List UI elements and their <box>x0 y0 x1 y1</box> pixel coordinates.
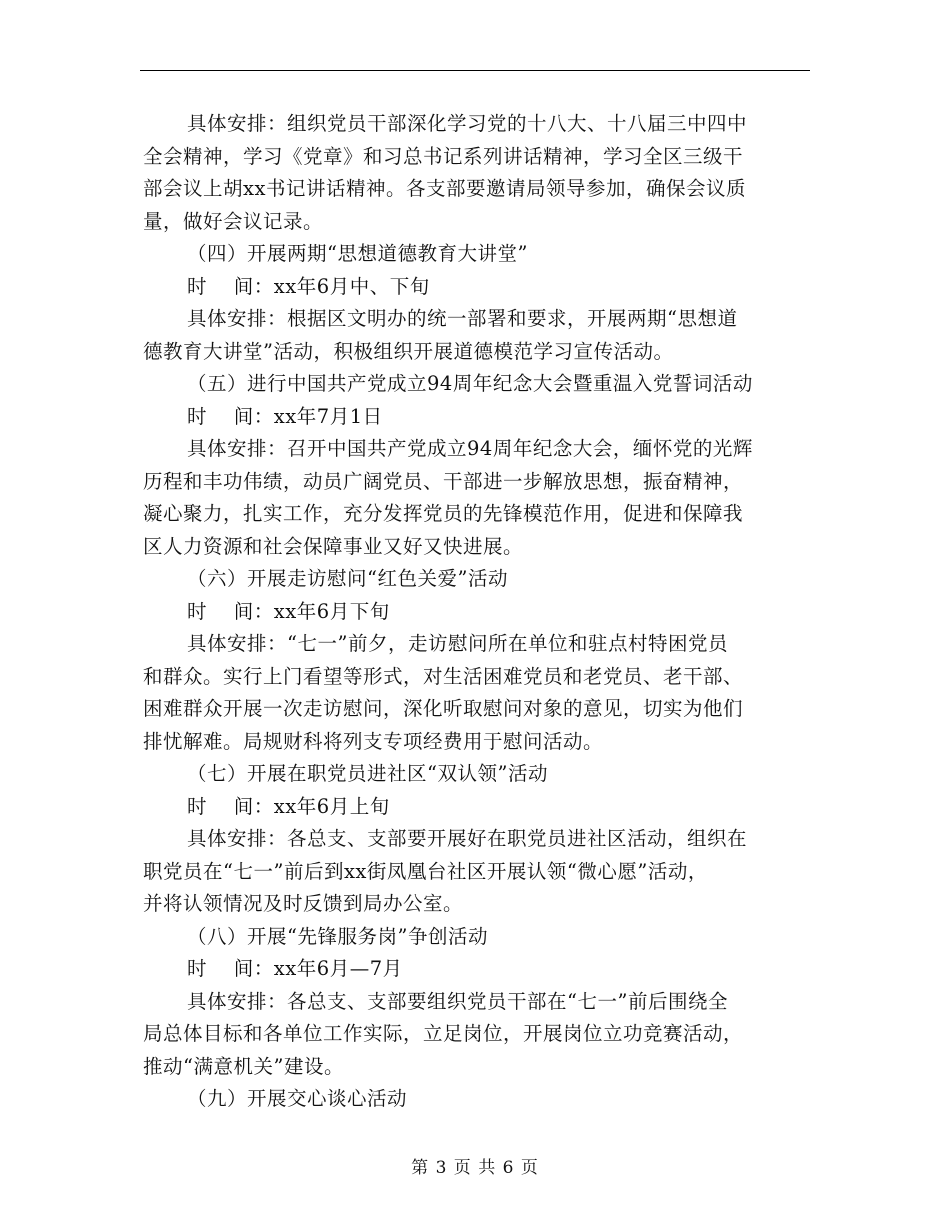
text-line: 排忧解难。局规财科将列支专项经费用于慰问活动。 <box>143 729 604 753</box>
text-line: 困难群众开展一次走访慰问，深化听取慰问对象的意见，切实为他们 <box>143 697 744 720</box>
text-line: 具体安排：“七一”前夕，走访慰问所在单位和驻点村特困党员 <box>187 632 728 655</box>
section-heading: （六）开展走访慰问“红色关爱”活动 <box>187 567 508 590</box>
time-line: 时 间：xx年7月1日 <box>187 404 383 428</box>
text-line: 全会精神，学习《党章》和习总书记系列讲话精神，学习全区三级干 <box>143 144 744 168</box>
time-line: 时 间：xx年6月中、下旬 <box>187 274 430 298</box>
text-line: 并将认领情况及时反馈到局办公室。 <box>143 892 464 915</box>
time-line: 时 间：xx年6月上旬 <box>187 794 390 818</box>
text-line: 历程和丰功伟绩，动员广阔党员、干部进一步解放思想，振奋精神， <box>143 469 744 493</box>
section-heading: （四）开展两期“思想道德教育大讲堂” <box>187 242 528 265</box>
section-heading: （五）进行中国共产党成立94周年纪念大会暨重温入党誓词活动 <box>187 372 753 395</box>
text-line: 部会议上胡xx书记讲话精神。各支部要邀请局领导参加，确保会议质 <box>143 177 746 200</box>
text-line: 具体安排：组织党员干部深化学习党的十八大、十八届三中四中 <box>187 112 748 135</box>
text-line: 和群众。实行上门看望等形式，对生活困难党员和老党员、老干部、 <box>143 664 744 688</box>
header-rule <box>140 70 810 71</box>
text-line: 具体安排：根据区文明办的统一部署和要求，开展两期“思想道 <box>187 307 738 330</box>
text-line: 推动“满意机关”建设。 <box>143 1054 344 1078</box>
text-line: 凝心聚力，扎实工作，充分发挥党员的先锋模范作用，促进和保障我 <box>143 502 744 525</box>
text-line: 具体安排：各总支、支部要组织党员干部在“七一”前后围绕全 <box>187 989 728 1013</box>
text-line: 德教育大讲堂”活动，积极组织开展道德模范学习宣传活动。 <box>143 339 674 363</box>
document-body <box>143 108 813 1116</box>
section-heading: （八）开展“先锋服务岗”争创活动 <box>187 924 488 948</box>
text-line: 量，做好会议记录。 <box>143 209 324 233</box>
section-heading: （七）开展在职党员进社区“双认领”活动 <box>187 762 548 785</box>
page-number: 第 3 页 共 6 页 <box>411 1158 539 1178</box>
text-line: 局总体目标和各单位工作实际，立足岗位，开展岗位立功竞赛活动， <box>143 1022 744 1045</box>
section-heading: （九）开展交心谈心活动 <box>187 1087 408 1110</box>
time-line: 时 间：xx年6月—7月 <box>187 957 403 980</box>
text-line: 职党员在“七一”前后到xx街凤凰台社区开展认领“微心愿”活动， <box>143 859 708 883</box>
time-line: 时 间：xx年6月下旬 <box>187 599 390 623</box>
text-line: 具体安排：各总支、支部要开展好在职党员进社区活动，组织在 <box>187 827 748 850</box>
text-line: 具体安排：召开中国共产党成立94周年纪念大会，缅怀党的光辉 <box>187 437 753 460</box>
text-line: 区人力资源和社会保障事业又好又快进展。 <box>143 534 524 558</box>
